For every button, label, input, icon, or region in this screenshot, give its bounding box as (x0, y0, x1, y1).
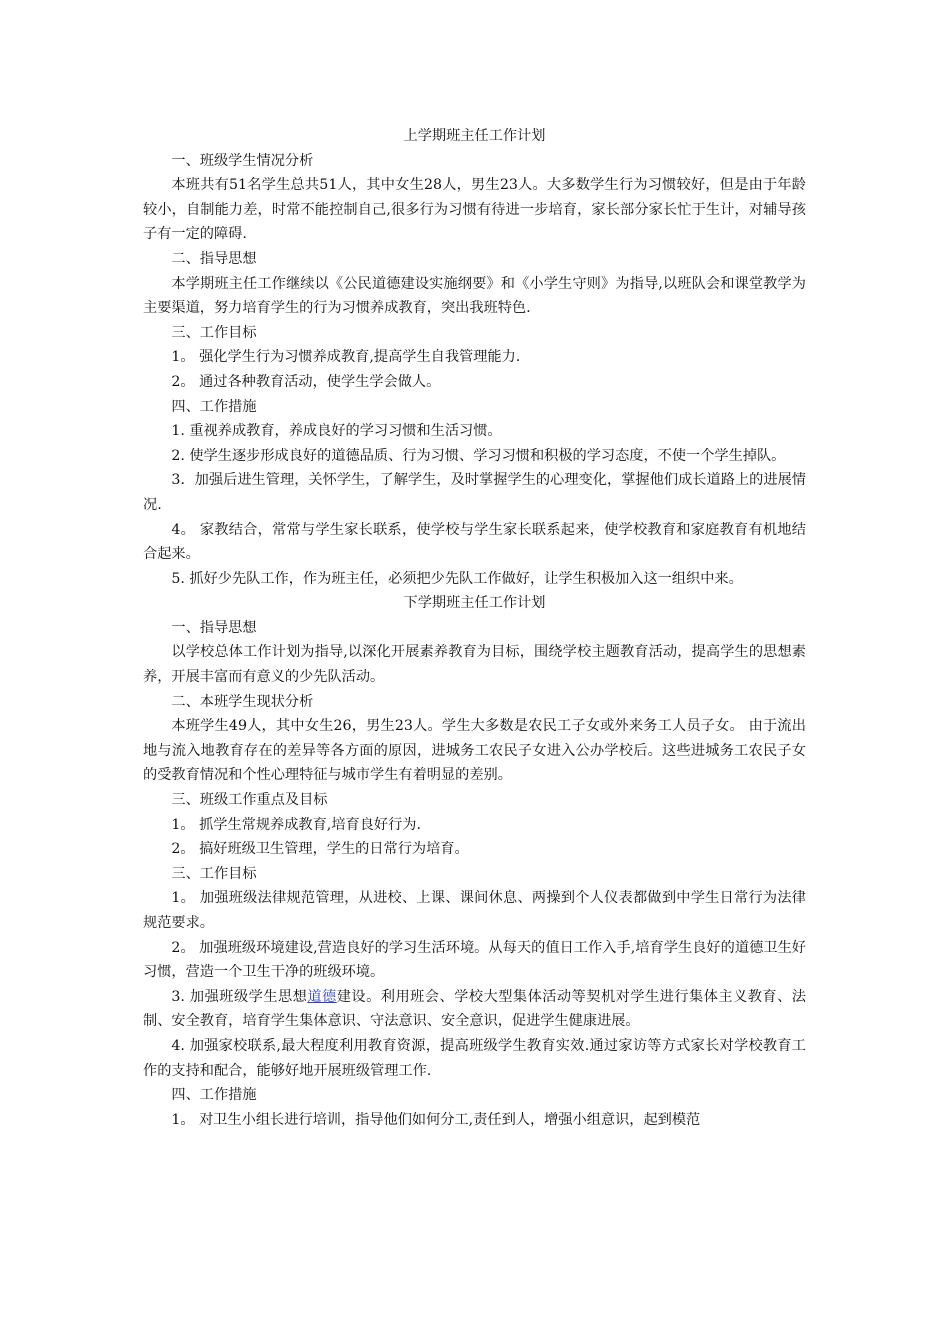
goal3-text-start: 3. 加强班级学生思想 (171, 988, 308, 1005)
doc2-heading-status: 二、本班学生现状分析 (171, 693, 314, 710)
doc1-paragraph-situation: 本班共有51名学生总共51人，其中女生28人，男生23人。大多数学生行为习惯较好，但是由于年龄较小，自制能力差，时常不能控制自己,很多行为习惯有待进一步培育，家长部分家长忙于生计，对辅导孩子有一定的障碍. (143, 177, 806, 243)
doc2-title: 下学期班主任工作计划 (403, 595, 546, 612)
doc1-heading-goals: 三、工作目标 (171, 324, 257, 341)
doc2-heading-focus: 三、班级工作重点及目标 (171, 792, 328, 809)
goal3-text-end: 建设。利用班会、学校大型集体活动等契机对学生进行集体主义教育、法制、安全教育，培育学生集体意识、守法意识、安全意识，促进学生健康进展。 (143, 988, 806, 1030)
doc2-paragraph-guiding: 以学校总体工作计划为指导,以深化开展素养教育为目标，围绕学校主题教育活动，提高学生的思想素养，开展丰富而有意义的少先队活动。 (143, 644, 806, 686)
doc1-heading-guiding: 二、指导思想 (171, 250, 257, 267)
doc2-goal-item: 2。 加强班级环境建设,营造良好的学习生活环境。从每天的值日工作入手,培育学生良好的道德卫生好习惯，营造一个卫生干净的班级环境。 (143, 939, 806, 981)
doc2-heading-guiding: 一、指导思想 (171, 619, 257, 636)
doc1-measure-item: 2. 使学生逐步形成良好的道德品质、行为习惯、学习习惯和积极的学习态度，不使一个学生掉队。 (171, 447, 786, 464)
doc1-measure-item: 1. 重视养成教育，养成良好的学习习惯和生活习惯。 (171, 423, 502, 440)
doc1-goal-item: 1。 强化学生行为习惯养成教育,提高学生自我管理能力. (171, 349, 521, 366)
doc1-measure-item: 3．加强后进生管理，关怀学生，了解学生，及时掌握学生的心理变化，掌握他们成长道路上的进展情况. (143, 472, 806, 513)
doc2-measure-item: 1。 对卫生小组长进行培训，指导他们如何分工,责任到人，增强小组意识，起到模范 (171, 1111, 701, 1128)
doc2-focus-item: 1。 抓学生常规养成教育,培育良好行为. (171, 816, 421, 833)
document-page (143, 124, 806, 1132)
doc2-goal-item: 1。 加强班级法律规范管理，从进校、上课、课间休息、两操到个人仪表都做到中学生日常行为法律规范要求。 (143, 890, 806, 931)
doc1-measure-item: 5. 抓好少先队工作，作为班主任，必须把少先队工作做好，让学生积极加入这一组织中来。 (171, 570, 743, 587)
doc1-goal-item: 2。 通过各种教育活动，使学生学会做人。 (171, 373, 441, 390)
doc2-goal-item-3 (143, 985, 806, 1034)
doc1-heading-measures: 四、工作措施 (171, 398, 257, 415)
doc1-measure-item: 4。 家教结合，常常与学生家长联系，使学校与学生家长联系起来，使学校教育和家庭教育有机地结合起来。 (143, 521, 806, 563)
doc1-heading-situation: 一、班级学生情况分析 (171, 152, 314, 169)
doc2-heading-goals: 三、工作目标 (171, 865, 257, 882)
doc1-paragraph-guiding: 本学期班主任工作继续以《公民道德建设实施纲要》和《小学生守则》为指导,以班队会和课堂教学为主要渠道，努力培育学生的行为习惯养成教育，突出我班特色. (143, 275, 806, 317)
doc2-paragraph-status: 本班学生49人，其中女生26，男生23人。学生大多数是农民工子女或外来务工人员子女。 由于流出地与流入地教育存在的差异等各方面的原因，进城务工农民子女进入公办学校后。这些进城务工农民子女的受教育情况和个性心理特征与城市学生有着明显的差别。 (143, 718, 806, 784)
morality-link[interactable]: 道德 (307, 988, 337, 1005)
doc2-heading-measures: 四、工作措施 (171, 1087, 257, 1104)
doc1-title: 上学期班主任工作计划 (403, 128, 546, 144)
doc2-goal-item: 4. 加强家校联系,最大程度利用教育资源，提高班级学生教育实效.通过家访等方式家长对学校教育工作的支持和配合，能够好地开展班级管理工作. (143, 1037, 806, 1079)
doc2-focus-item: 2。 搞好班级卫生管理，学生的日常行为培育。 (171, 841, 469, 858)
